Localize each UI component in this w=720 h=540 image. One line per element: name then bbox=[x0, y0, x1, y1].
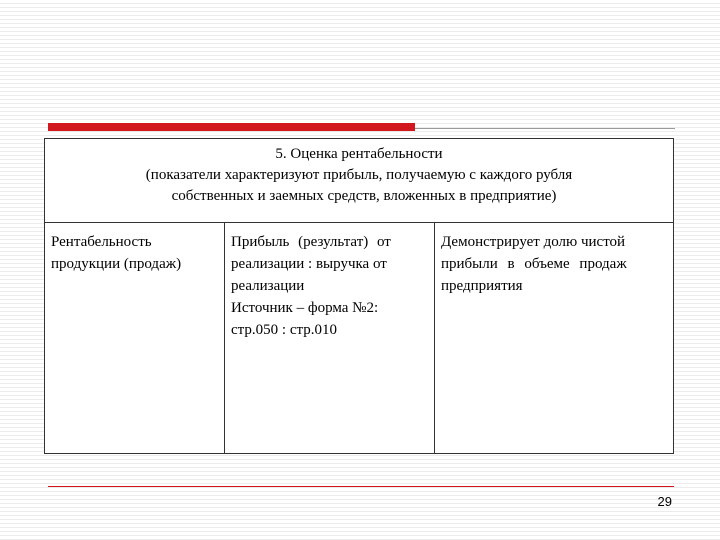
meaning-line: прибыли в объеме продаж bbox=[441, 256, 627, 272]
footer-rule bbox=[48, 486, 674, 487]
title-rule bbox=[415, 128, 675, 129]
meaning-line: Демонстрирует долю чистой bbox=[441, 234, 626, 250]
title-accent-bar bbox=[48, 123, 415, 131]
indicator-line: Рентабельность bbox=[51, 234, 152, 250]
table-header bbox=[45, 139, 673, 223]
formula-cell bbox=[225, 223, 435, 453]
header-line: собственных и заемных средств, вложенных в предприятие) bbox=[171, 188, 557, 204]
header-line: 5. Оценка рентабельности bbox=[275, 146, 443, 162]
page-number: 29 bbox=[657, 494, 672, 509]
meaning-line: предприятия bbox=[441, 278, 523, 294]
formula-line: реализации bbox=[231, 278, 305, 294]
formula-line: стр.050 : стр.010 bbox=[231, 322, 337, 338]
indicator-line: продукции (продаж) bbox=[51, 256, 182, 272]
meaning-cell bbox=[435, 223, 673, 453]
formula-line: Источник – форма №2: bbox=[231, 300, 379, 316]
formula-line: реализации : выручка от bbox=[231, 256, 387, 272]
profitability-table bbox=[44, 138, 674, 454]
indicator-cell bbox=[45, 223, 225, 453]
formula-line: Прибыль (результат) от bbox=[231, 234, 391, 250]
header-line: (показатели характеризуют прибыль, получаемую с каждого рубля bbox=[145, 167, 573, 183]
